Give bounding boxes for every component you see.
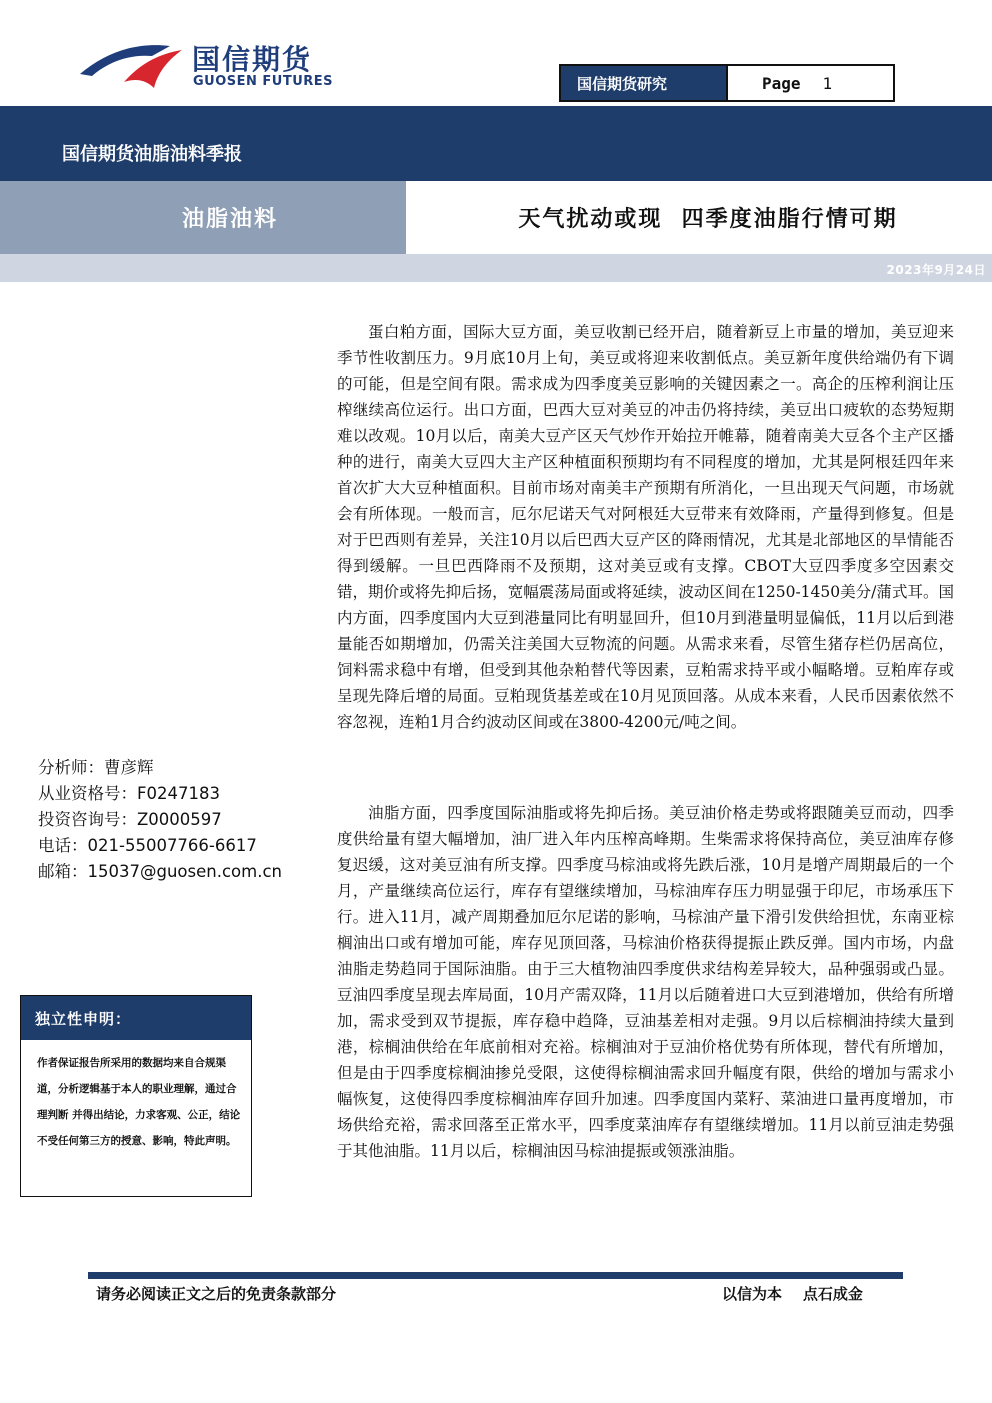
- report-series-banner: [0, 106, 992, 181]
- footer-divider: [88, 1272, 903, 1279]
- company-logo: [78, 36, 348, 92]
- research-label: 国信期货研究: [561, 66, 728, 100]
- page-indicator: [559, 64, 895, 102]
- logo-chinese-name: 国信期货: [192, 43, 313, 76]
- analyst-email: 邮箱：15037@guosen.com.cn: [38, 862, 282, 881]
- body-paragraph-meal: 蛋白粕方面，国际大豆方面，美豆收割已经开启，随着新豆上市量的增加，美豆迎来季节性收割压力。9月底10月上旬，美豆或将迎来收割低点。美豆新年度供给端仍有下调的可能，但是空间有限。需求成为四季度美豆影响的关键因素之一。高企的压榨利润让压榨继续高位运行。出口方面，巴西大豆对美豆的冲击仍将持续，美豆出口疲软的态势短期难以改观。10月以后，南美大豆产区天气炒作开始拉开帷幕，随着南美大豆各个主产区播种的进行，南美大豆四大主产区种植面积预期均有不同程度的增加，尤其是阿根廷四年来首次扩大大豆种植面积。目前市场对南美丰产预期有所消化，一旦出现天气问题，市场就会有所体现。一般而言，厄尔尼诺天气对阿根廷大豆带来有效降雨，产量得到修复。但是对于巴西则有差异，关注10月以后巴西大豆产区的降雨情况，尤其是北部地区的旱情能否得到缓解。一旦巴西降雨不及预期，这对美豆或有支撑。CBOT大豆四季度多空因素交错，期价或将先抑后扬，宽幅震荡局面或将延续，波动区间在1250-1450美分/蒲式耳。国内方面，四季度国内大豆到港量同比有明显回升，但10月到港量明显偏低，11月以后到港量能否如期增加，仍需关注美国大豆物流的问题。从需求来看，尽管生猪存栏仍居高位，饲料需求稳中有增，但受到其他杂粕替代等因素，豆粕需求持平或小幅略增。豆粕库存或呈现先降后增的局面。豆粕现货基差或在10月见顶回落。从成本来看，人民币因素依然不容忽视，连粕1月合约波动区间或在3800-4200元/吨之间。: [337, 323, 954, 731]
- report-date: 2023年9月24日: [886, 263, 986, 277]
- analyst-info: [38, 755, 282, 885]
- report-series-title: 国信期货油脂油料季报: [62, 144, 242, 165]
- analyst-name: 分析师：曹彦辉: [38, 758, 154, 777]
- title-banner: [0, 181, 992, 254]
- footer-notice: 请务必阅读正文之后的免责条款部分: [96, 1285, 337, 1303]
- report-title: 天气扰动或现 四季度油脂行情可期: [406, 181, 992, 254]
- page-number: 1: [822, 73, 833, 93]
- logo-mark-icon: [78, 36, 188, 92]
- footer-slogan: 以信为本 点石成金: [722, 1285, 863, 1303]
- analyst-consulting-number: 投资咨询号：Z0000597: [38, 810, 222, 829]
- page-number-box: [728, 66, 893, 100]
- date-bar: [0, 254, 992, 282]
- report-category: 油脂油料: [0, 181, 406, 254]
- body-paragraph-oil: 油脂方面，四季度国际油脂或将先抑后扬。美豆油价格走势或将跟随美豆而动，四季度供给量有望大幅增加，油厂进入年内压榨高峰期。生柴需求将保持高位，美豆油库存修复迟缓，这对美豆油有所支撑。四季度马棕油或将先跌后涨，10月是增产周期最后的一个月，产量继续高位运行，库存有望继续增加，马棕油库存压力明显强于印尼，市场承压下行。进入11月，减产周期叠加厄尔尼诺的影响，马棕油产量下滑引发供给担忧，东南亚棕榈油出口或有增加可能，库存见顶回落，马棕油价格获得提振止跌反弹。国内市场，内盘油脂走势趋同于国际油脂。由于三大植物油四季度供求结构差异较大，品种强弱或凸显。豆油四季度呈现去库局面，10月产需双降，11月以后随着进口大豆到港增加，供给有所增加，需求受到双节提振，库存稳中趋降，豆油基差相对走强。9月以后棕榈油持续大量到港，棕榈油供给在年底前相对充裕。棕榈油对于豆油价格优势有所体现，替代有所增加，但是由于四季度棕榈油掺兑受限，这使得棕榈油需求回升幅度有限，供给的增加与需求小幅恢复，这使得四季度棕榈油库存回升加速。四季度国内菜籽、菜油进口量再度增加，市场供给充裕，需求回落至正常水平，四季度菜油库存有望继续增加。11月以前豆油走势强于其他油脂。11月以后，棕榈油因马棕油提振或领涨油脂。: [337, 804, 954, 1160]
- analyst-phone: 电话：021-55007766-6617: [38, 836, 257, 855]
- logo-english-name: GUOSEN FUTURES: [193, 74, 334, 89]
- page-label: Page: [762, 73, 801, 93]
- independence-statement: [20, 995, 252, 1197]
- analyst-qualification: 从业资格号：F0247183: [38, 784, 220, 803]
- statement-text: 作者保证报告所采用的数据均来自合规渠道，分析逻辑基于本人的职业理解，通过合理判断 并得出结论，力求客观、公正，结论不受任何第三方的授意、影响，特此声明。: [37, 1057, 241, 1147]
- statement-heading: 独立性申明：: [21, 996, 251, 1040]
